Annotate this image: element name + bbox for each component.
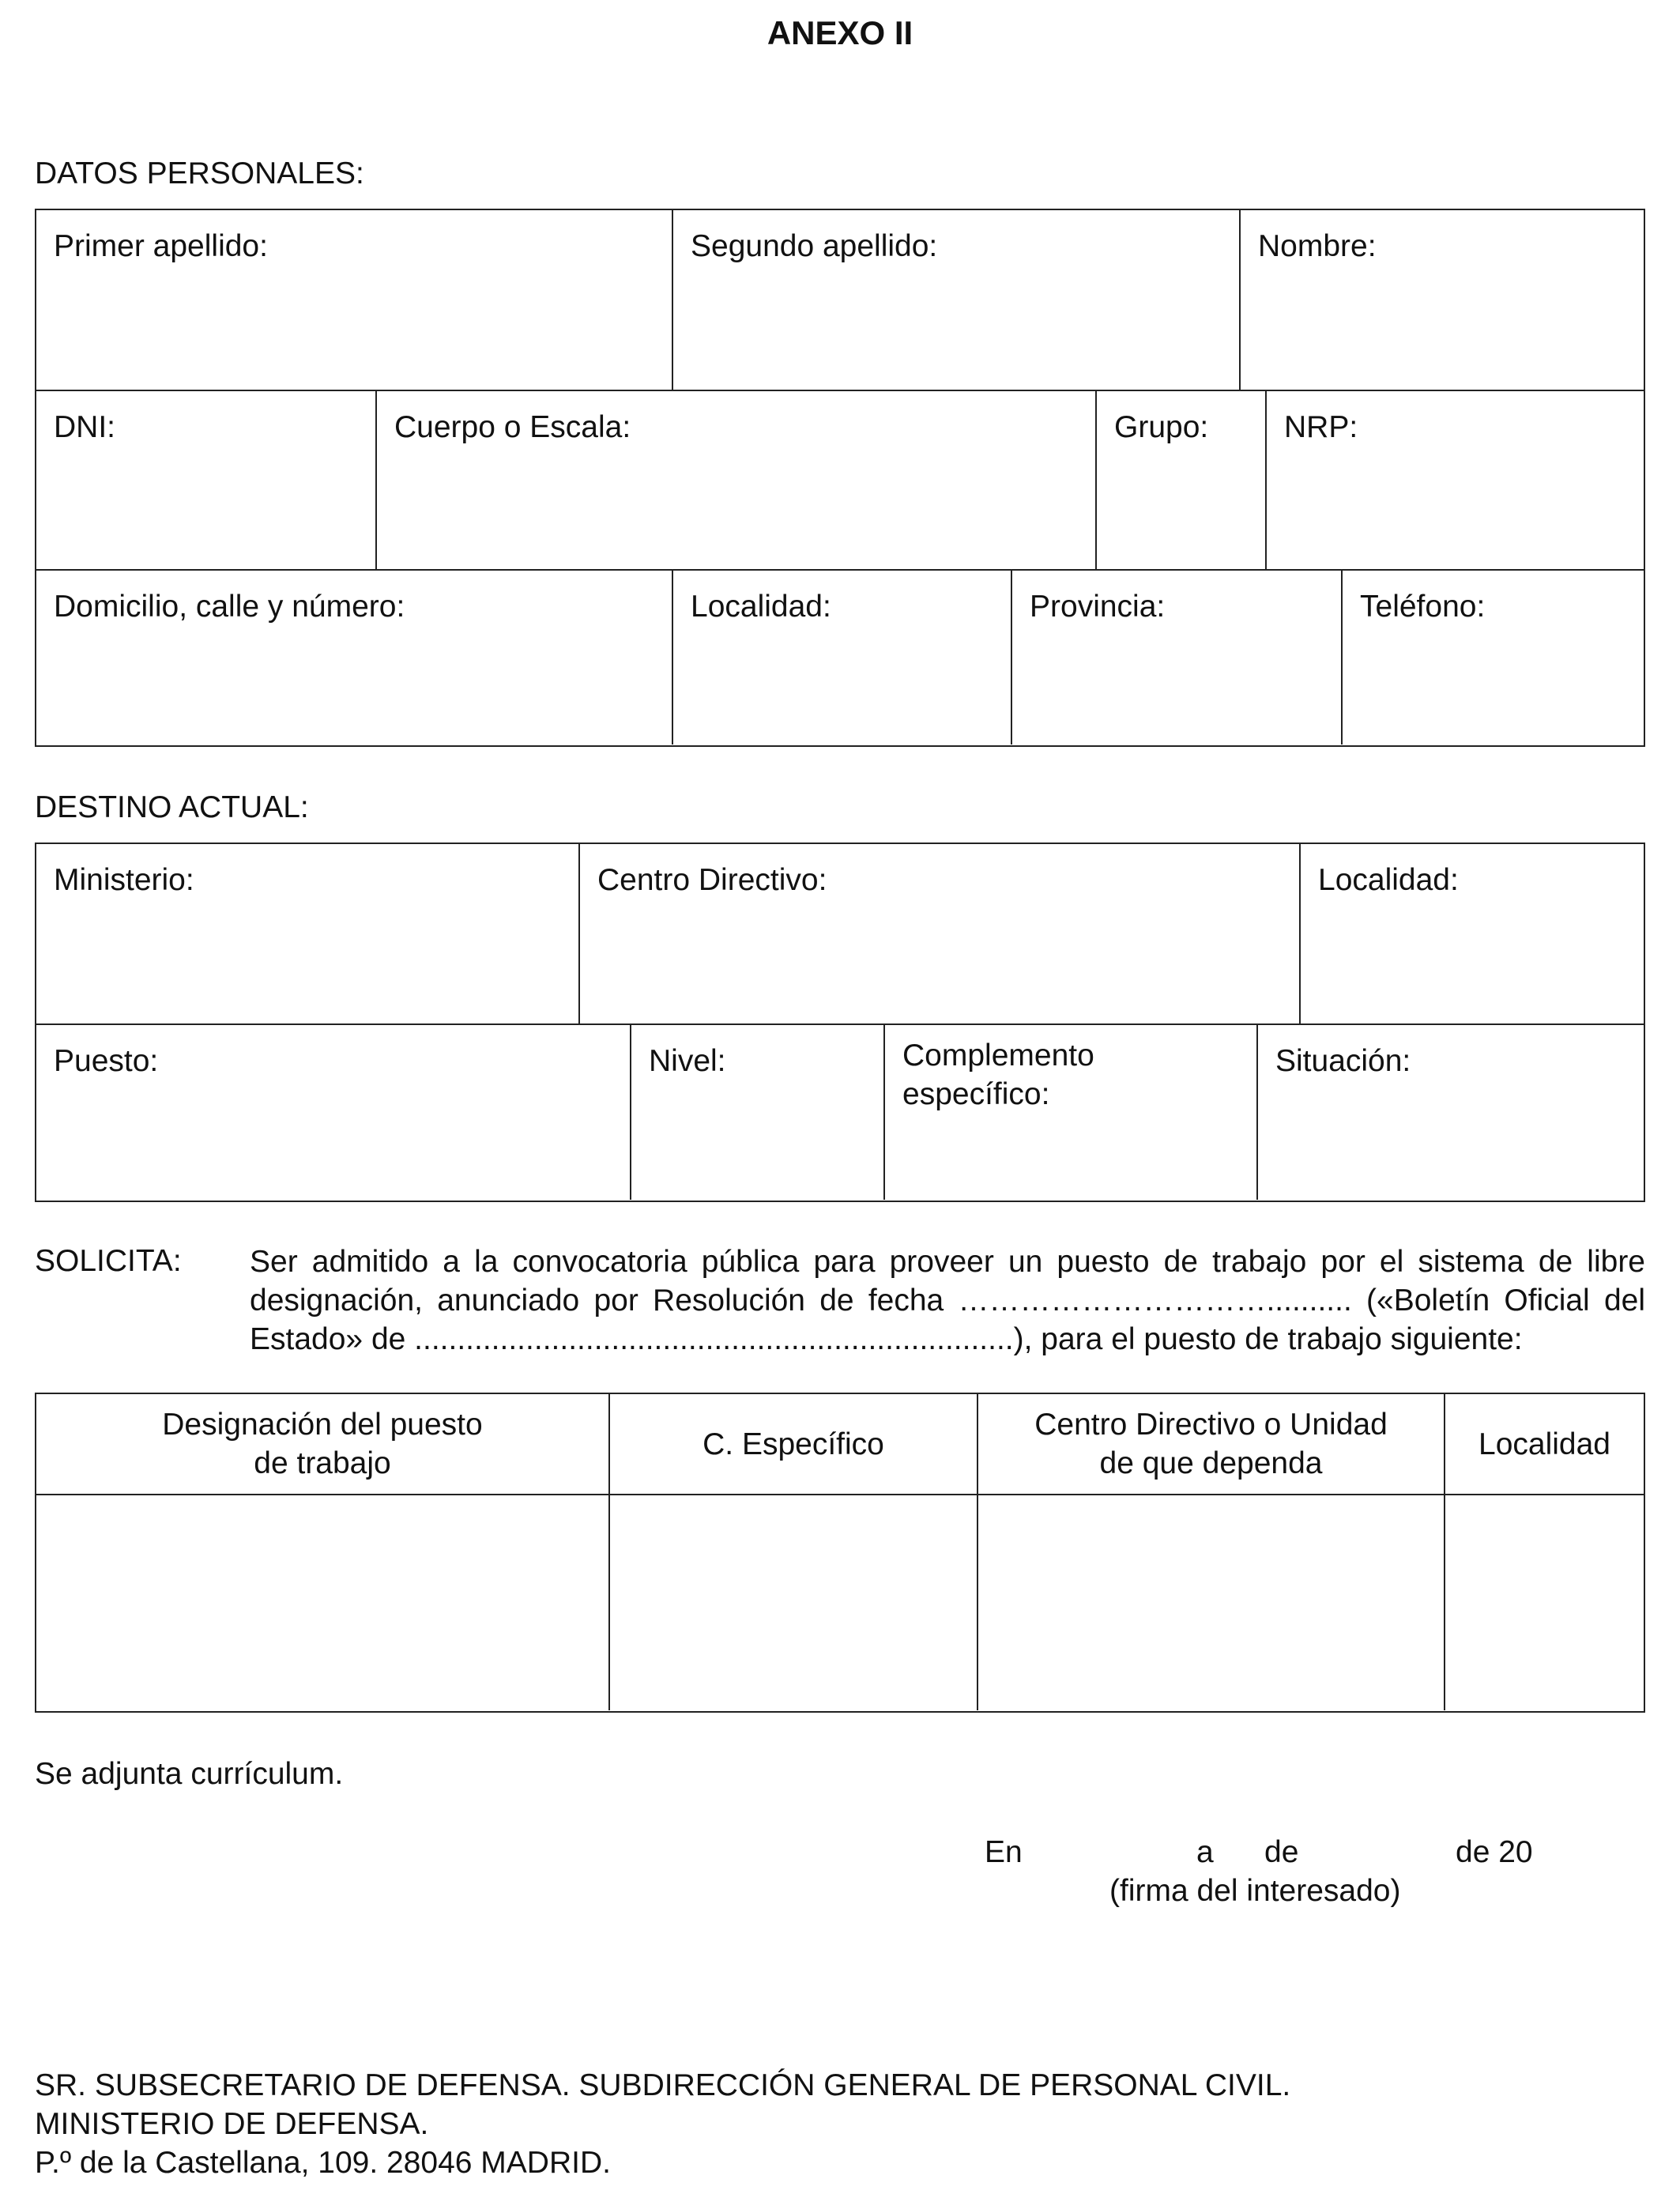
field-label: Localidad: — [691, 590, 831, 624]
header-label: Designación del puesto de trabajo — [162, 1408, 483, 1480]
field-localidad[interactable] — [672, 571, 1011, 745]
input-c-especifico[interactable] — [608, 1495, 977, 1710]
header-designacion — [36, 1394, 608, 1494]
field-centro-directivo[interactable] — [578, 844, 1299, 1023]
field-grupo[interactable] — [1095, 391, 1265, 569]
field-segundo-apellido[interactable] — [672, 210, 1239, 390]
field-label: Puesto: — [54, 1044, 159, 1078]
datos-row-3 — [36, 569, 1644, 745]
header-label: C. Específico — [703, 1427, 884, 1461]
field-label: Centro Directivo: — [597, 863, 827, 897]
destinatario-line-2: MINISTERIO DE DEFENSA. — [35, 2107, 429, 2141]
field-label: Grupo: — [1114, 410, 1209, 444]
field-ministerio[interactable] — [36, 844, 578, 1023]
firma-a: a — [1196, 1835, 1214, 1869]
field-domicilio[interactable] — [36, 571, 672, 745]
header-label: Centro Directivo o Unidad de que dependa — [1034, 1408, 1388, 1480]
field-nrp[interactable] — [1265, 391, 1644, 569]
puesto-table-header — [36, 1394, 1644, 1495]
field-label: Complemento específico: — [902, 1039, 1094, 1111]
datos-row-1 — [36, 210, 1644, 390]
datos-row-2 — [36, 390, 1644, 569]
datos-personales-grid — [35, 209, 1645, 747]
field-label: Primer apellido: — [54, 229, 268, 263]
firma-de-20: de 20 — [1456, 1835, 1533, 1869]
header-centro-directivo — [977, 1394, 1444, 1494]
input-designacion[interactable] — [36, 1495, 608, 1710]
field-label: Nivel: — [649, 1044, 726, 1078]
field-puesto[interactable] — [36, 1025, 630, 1200]
field-label: Ministerio: — [54, 863, 194, 897]
field-label: NRP: — [1284, 410, 1358, 444]
adjunta-curriculum: Se adjunta currículum. — [35, 1757, 344, 1791]
header-localidad — [1444, 1394, 1644, 1494]
field-label: Segundo apellido: — [691, 229, 938, 263]
field-label: Cuerpo o Escala: — [394, 410, 631, 444]
input-localidad[interactable] — [1444, 1495, 1644, 1710]
field-label: Nombre: — [1258, 229, 1377, 263]
field-dni[interactable] — [36, 391, 375, 569]
field-destino-localidad[interactable] — [1299, 844, 1644, 1023]
input-centro-directivo[interactable] — [977, 1495, 1444, 1710]
field-provincia[interactable] — [1011, 571, 1341, 745]
puesto-table — [35, 1393, 1645, 1713]
field-label: Localidad: — [1318, 863, 1459, 897]
destino-row-2 — [36, 1023, 1644, 1200]
field-label: Domicilio, calle y número: — [54, 590, 405, 624]
field-label: Teléfono: — [1360, 590, 1486, 624]
header-c-especifico — [608, 1394, 977, 1494]
destino-row-1 — [36, 844, 1644, 1023]
field-label: DNI: — [54, 410, 115, 444]
field-situacion[interactable] — [1256, 1025, 1644, 1200]
destino-actual-grid — [35, 843, 1645, 1202]
field-telefono[interactable] — [1341, 571, 1644, 745]
solicita-label: SOLICITA: — [35, 1244, 182, 1278]
section-heading-destino-actual: DESTINO ACTUAL: — [35, 790, 309, 824]
field-label: Provincia: — [1030, 590, 1166, 624]
field-cuerpo-escala[interactable] — [375, 391, 1095, 569]
field-nombre[interactable] — [1239, 210, 1644, 390]
solicita-text: Ser admitido a la convocatoria pública para proveer un puesto de trabajo por el sistema de libre designación, anunciado por Resolución de fecha ………………………….......... («Boletín Oficial del Estado» de ......................................................................), para el puesto de trabajo siguiente: — [250, 1245, 1645, 1356]
firma-en: En — [985, 1835, 1023, 1869]
field-complemento-especifico[interactable] — [883, 1025, 1256, 1200]
field-nivel[interactable] — [630, 1025, 883, 1200]
firma-note: (firma del interesado) — [1109, 1874, 1401, 1908]
header-label: Localidad — [1478, 1427, 1610, 1461]
section-heading-datos-personales: DATOS PERSONALES: — [35, 156, 364, 190]
page-title: ANEXO II — [767, 14, 913, 51]
puesto-table-row — [36, 1495, 1644, 1710]
field-label: Situación: — [1275, 1044, 1411, 1078]
field-primer-apellido[interactable] — [36, 210, 672, 390]
destinatario-line-3: P.º de la Castellana, 109. 28046 MADRID. — [35, 2146, 611, 2180]
destinatario-line-1: SR. SUBSECRETARIO DE DEFENSA. SUBDIRECCIÓN GENERAL DE PERSONAL CIVIL. — [35, 2068, 1291, 2102]
firma-de: de — [1264, 1835, 1299, 1869]
